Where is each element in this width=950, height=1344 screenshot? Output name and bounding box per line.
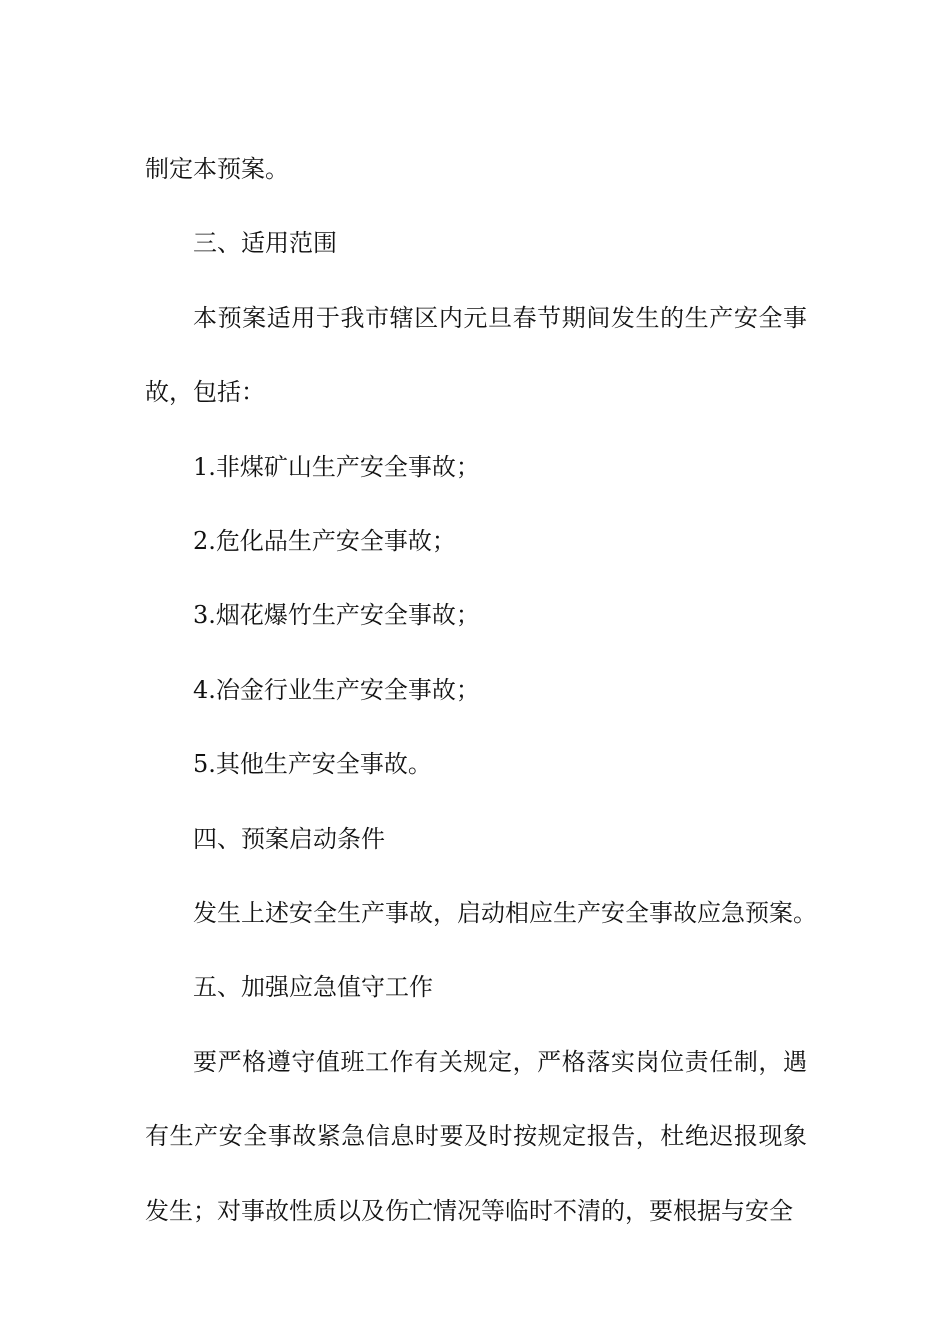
- document-body: [145, 132, 817, 1248]
- section-heading-scope: 三、适用范围: [193, 229, 337, 258]
- list-item: 1.非煤矿山生产安全事故；: [193, 452, 480, 481]
- continuation-line: 制定本预案。: [145, 155, 289, 183]
- list-item: 3.烟花爆竹生产安全事故；: [193, 601, 480, 630]
- section-heading-emergency-duty: 五、加强应急值守工作: [193, 973, 433, 1002]
- list-item: 4.冶金行业生产安全事故；: [193, 675, 480, 704]
- emergency-duty-paragraph: 要严格遵守值班工作有关规定，严格落实岗位责任制，遇有生产安全事故紧急信息时要及时按规定报告，杜绝迟报现象发生；对事故性质以及伤亡情况等临时不清的，要根据与安全: [145, 1047, 807, 1225]
- section-heading-start-conditions: 四、预案启动条件: [193, 824, 385, 853]
- list-item: 2.危化品生产安全事故；: [193, 526, 456, 555]
- scope-paragraph: 本预案适用于我市辖区内元旦春节期间发生的生产安全事故，包括：: [145, 303, 807, 407]
- start-conditions-paragraph: 发生上述安全生产事故，启动相应生产安全事故应急预案。: [193, 898, 817, 927]
- list-item: 5.其他生产安全事故。: [193, 750, 432, 779]
